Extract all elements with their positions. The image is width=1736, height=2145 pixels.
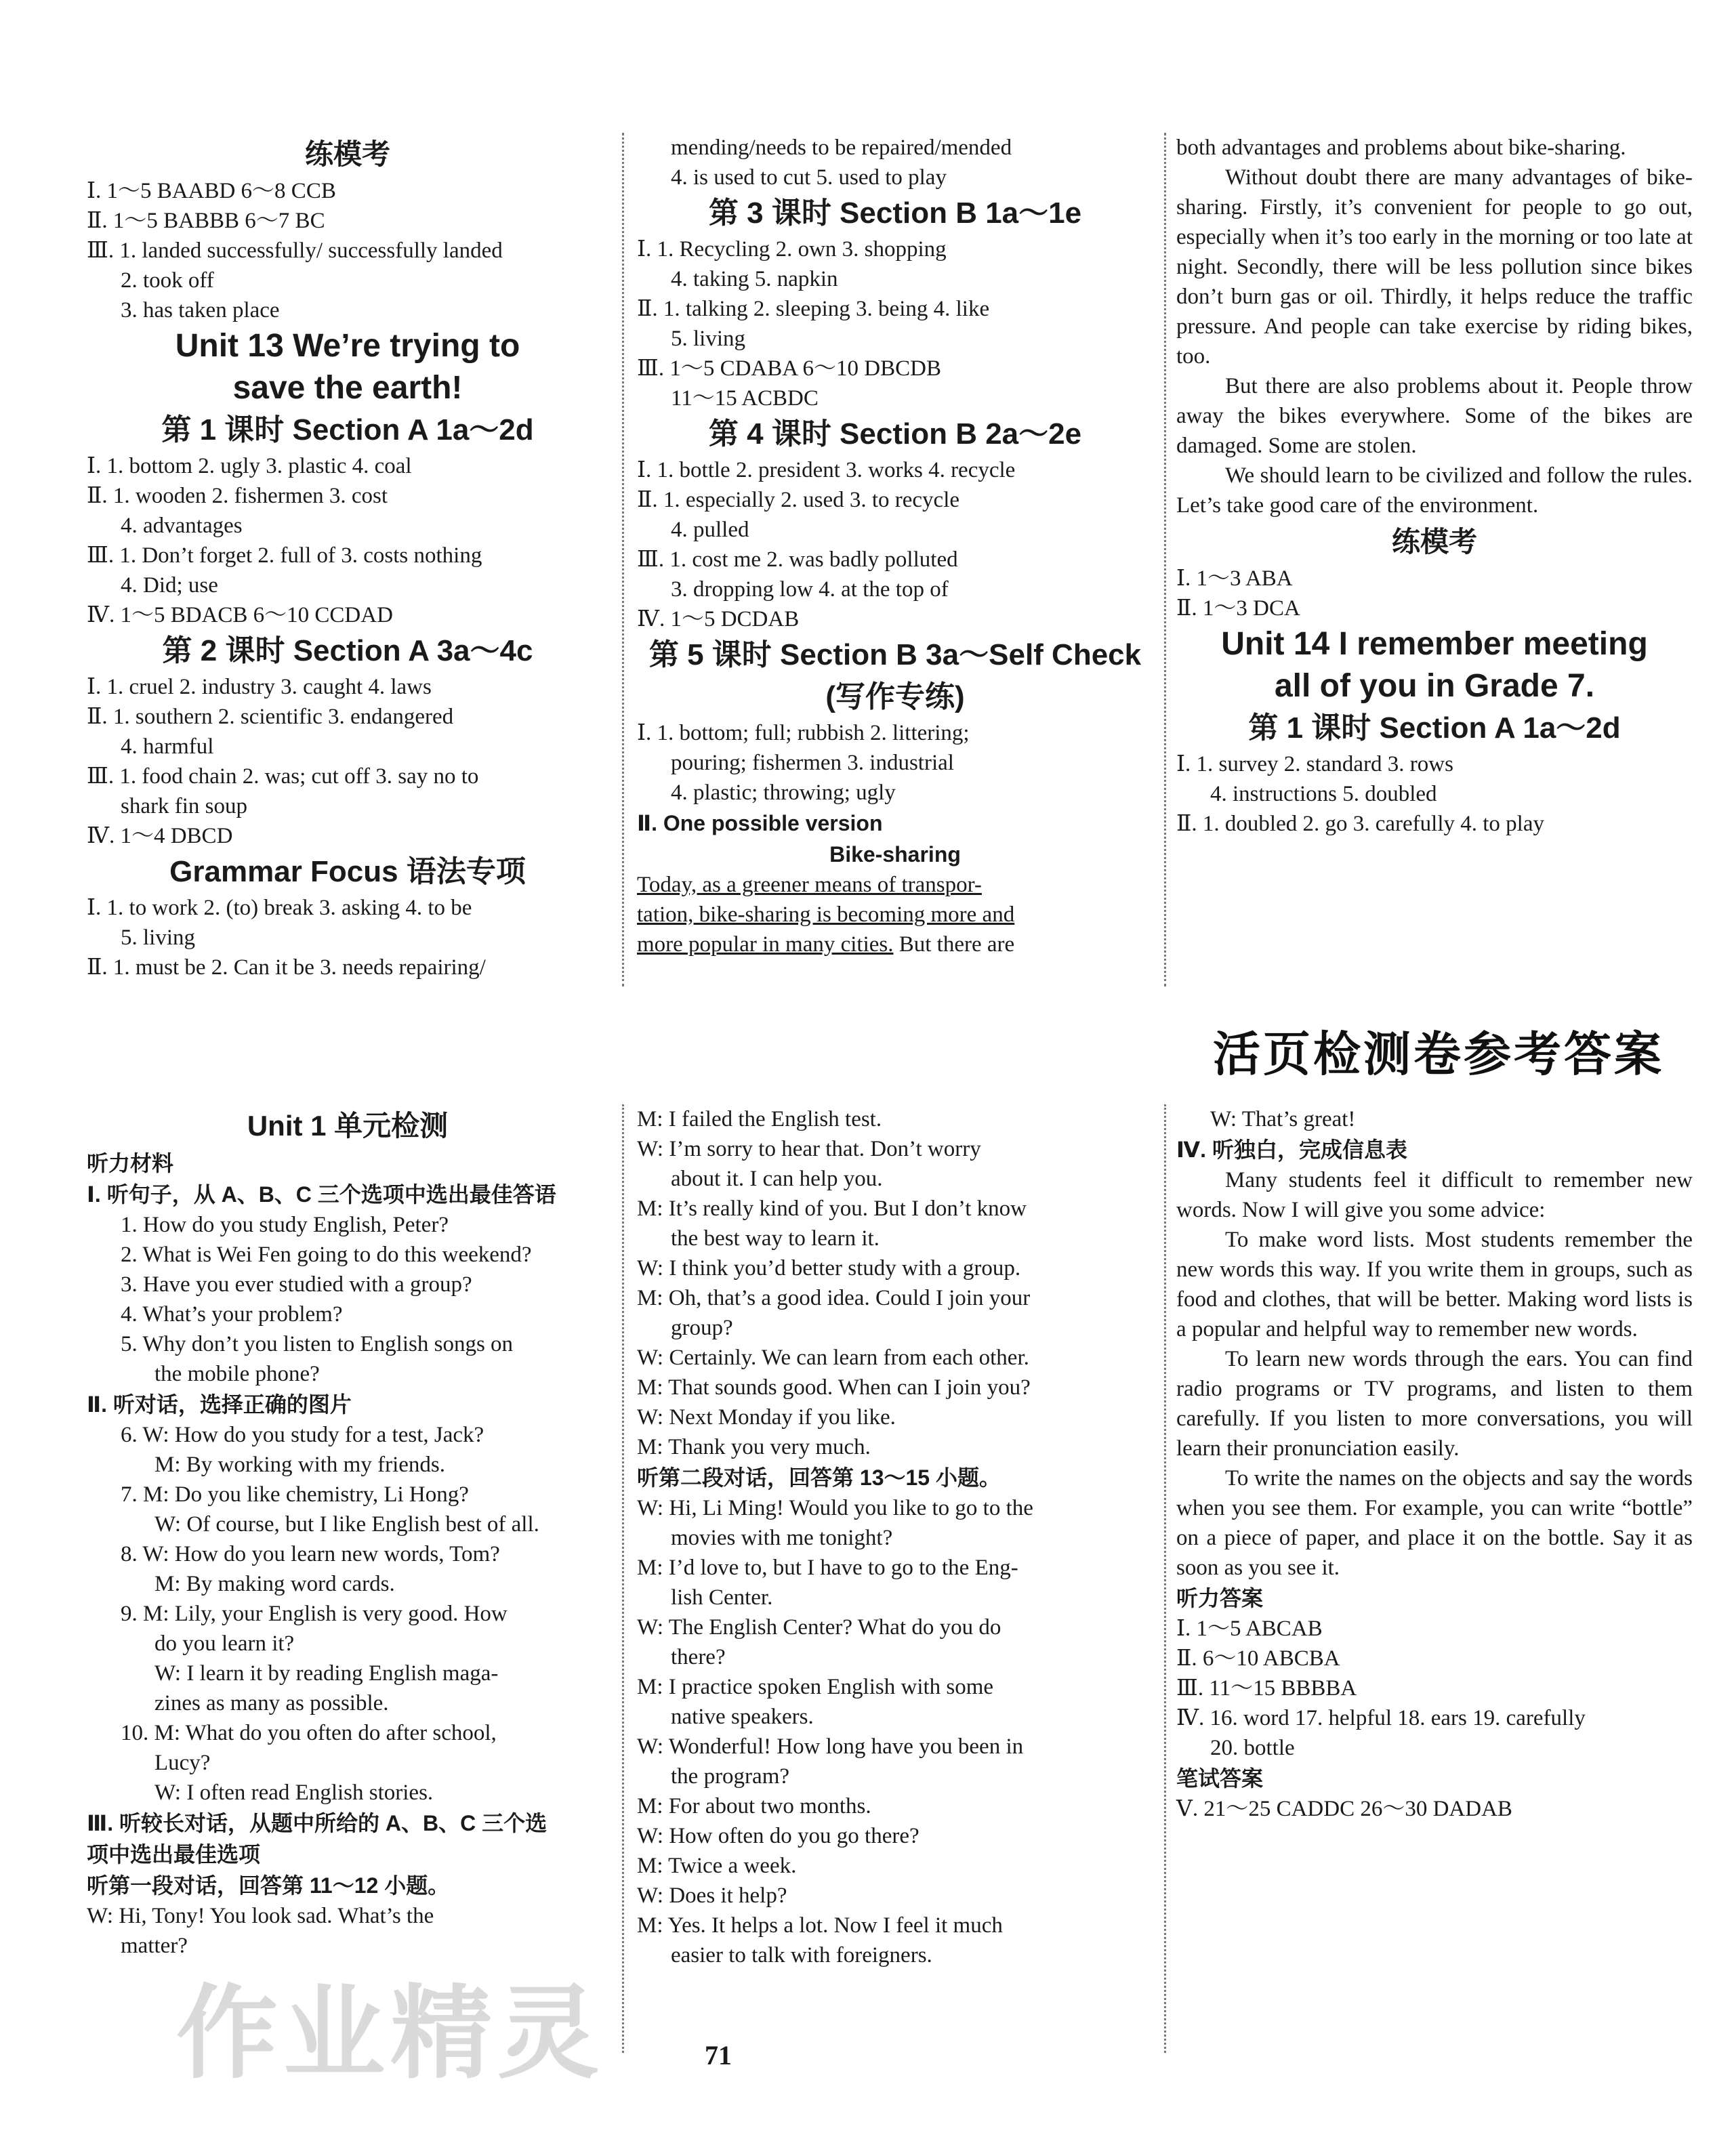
paragraph: To learn new words through the ears. You can find radio programs or TV programs, and listen to them carefully. If you listen to more conversations, you will learn their pronunciation easily. — [1176, 1347, 1693, 1461]
answer-line: M: By working with my friends. — [154, 1453, 445, 1477]
answer-line: Ⅰ. 1. survey 2. standard 3. rows — [1176, 752, 1453, 776]
answer-line: M: Thank you very much. — [637, 1435, 871, 1459]
answer-line: W: Certainly. We can learn from each other. — [637, 1346, 1029, 1370]
lesson-heading: 第 2 课时 Section A 3a～4c — [162, 634, 533, 667]
answer-line: 11～15 ACBDC — [671, 386, 819, 411]
answer-line: Ⅳ. 1～5 DCDAB — [637, 607, 800, 631]
answer-line: 20. bottle — [1210, 1736, 1295, 1760]
paragraph: But there are also problems about it. People throw away the bikes everywhere. Some of the bikes are damaged. Some are stolen. — [1176, 374, 1693, 458]
answer-line: W: Wonderful! How long have you been in — [637, 1734, 1024, 1759]
plain-text: But there are — [893, 932, 1015, 957]
answer-line: the best way to learn it. — [671, 1226, 880, 1251]
answer-line: Ⅰ. 1～5 ABCAB — [1176, 1617, 1323, 1641]
subheading: 听第二段对话，回答第 13～15 小题。 — [637, 1465, 1001, 1490]
paragraph: To write the names on the objects and say the words when you see them. For example, you can write “bottle” on a piece of paper, and place it on the bottle. Say it as soon as you see it. — [1176, 1466, 1693, 1580]
answer-line: Lucy? — [154, 1751, 211, 1775]
subheading: 项中选出最佳选项 — [87, 1842, 261, 1867]
answer-line: W: That’s great! — [1210, 1107, 1356, 1131]
answer-line: easier to talk with foreigners. — [671, 1943, 932, 1967]
answer-line: W: The English Center? What do you do — [637, 1615, 1001, 1640]
subheading: Ⅰ. 听句子，从 A、B、C 三个选项中选出最佳答语 — [87, 1182, 556, 1207]
answer-line: 4. instructions 5. doubled — [1210, 782, 1437, 806]
answer-line: Ⅲ. 1. Don’t forget 2. full of 3. costs nothing — [87, 543, 482, 568]
unit-heading: Unit 13 We’re trying to — [175, 328, 520, 364]
answer-line: lish Center. — [671, 1585, 773, 1610]
bottom-column-1 — [87, 1104, 608, 1961]
subheading: Ⅲ. 听较长对话，从题中所给的 A、B、C 三个选 — [87, 1811, 547, 1835]
answer-line: Ⅰ. 1. to work 2. (to) break 3. asking 4. to be — [87, 896, 472, 920]
answer-line: Ⅱ. 1～3 DCA — [1176, 596, 1300, 621]
lesson-heading: 第 5 课时 Section B 3a～Self Check — [648, 638, 1142, 671]
subheading: 听力材料 — [87, 1151, 174, 1175]
paragraph: We should learn to be civilized and follow the rules. Let’s take good care of the environment. — [1176, 463, 1693, 518]
subheading: 听力答案 — [1176, 1586, 1264, 1610]
answer-line: 4. pulled — [671, 518, 749, 542]
answer-line: about it. I can help you. — [671, 1167, 883, 1191]
page-number: 71 — [705, 2040, 732, 2070]
answer-line: M: I practice spoken English with some — [637, 1675, 994, 1699]
answer-line: there? — [671, 1645, 726, 1669]
answer-line: M: It’s really kind of you. But I don’t know — [637, 1196, 1027, 1221]
answer-line: Ⅱ. 1. must be 2. Can it be 3. needs repairing/ — [87, 955, 486, 980]
unit-heading: save the earth! — [232, 370, 463, 406]
section-heading: 练模考 — [1391, 526, 1477, 558]
unit-heading: Unit 14 I remember meeting — [1221, 626, 1648, 662]
essay-line: tation, bike-sharing is becoming more and — [637, 902, 1015, 927]
answer-line: Ⅱ. 1～5 BABBB 6～7 BC — [87, 209, 325, 233]
answer-line: M: Oh, that’s a good idea. Could I join your — [637, 1286, 1031, 1310]
answer-line: W: Of course, but I like English best of all. — [154, 1512, 539, 1537]
answer-line: W: Hi, Tony! You look sad. What’s the — [87, 1904, 434, 1928]
answer-line: Ⅲ. 1. food chain 2. was; cut off 3. say no to — [87, 764, 479, 789]
answer-line: 7. M: Do you like chemistry, Li Hong? — [121, 1482, 469, 1507]
answer-line: 6. W: How do you study for a test, Jack? — [121, 1423, 484, 1447]
answer-line: Ⅱ. 1. especially 2. used 3. to recycle — [637, 488, 960, 512]
answer-line: pouring; fishermen 3. industrial — [671, 751, 954, 775]
column-divider — [622, 1104, 624, 2053]
answer-line: Ⅲ. 1～5 CDABA 6～10 DBCDB — [637, 356, 941, 381]
section-heading: Unit 1 单元检测 — [247, 1110, 449, 1142]
answer-line: Ⅱ. 1. southern 2. scientific 3. endangered — [87, 705, 454, 729]
answer-line: 5. living — [121, 925, 196, 950]
answer-line: 9. M: Lily, your English is very good. How — [121, 1602, 508, 1626]
bottom-column-3 — [1176, 1104, 1693, 1824]
answer-line: M: For about two months. — [637, 1794, 871, 1818]
answer-line: Ⅱ. 6～10 ABCBA — [1176, 1646, 1340, 1671]
top-column-3 — [1176, 133, 1693, 839]
paragraph: Without doubt there are many advantages of bike-sharing. Firstly, it’s convenient for people to go out, especially when it’s too early in the morning or too late at night. Secondly, there will be less pollution since bikes don’t burn gas or oil. Thirdly, it helps reduce the traffic pressure. And people can take exercise by riding bikes, too. — [1176, 165, 1693, 369]
answer-line: 5. living — [671, 327, 746, 351]
answer-line: W: How often do you go there? — [637, 1824, 919, 1848]
answer-line: Ⅰ. 1. bottom; full; rubbish 2. littering; — [637, 721, 970, 745]
answer-line: Ⅰ. 1～5 BAABD 6～8 CCB — [87, 179, 336, 203]
lesson-heading: 第 1 课时 Section A 1a～2d — [161, 413, 534, 446]
section-heading: 练模考 — [304, 138, 390, 170]
answer-line: W: I think you’d better study with a group. — [637, 1256, 1021, 1280]
answer-line: 2. What is Wei Fen going to do this weekend? — [121, 1243, 532, 1267]
answer-line: M: By making word cards. — [154, 1572, 395, 1596]
essay-line: Today, as a greener means of transpor- — [637, 873, 982, 897]
answer-line: 4. taking 5. napkin — [671, 267, 838, 291]
top-column-2 — [637, 133, 1153, 959]
answer-line: 4. What’s your problem? — [121, 1302, 343, 1327]
answer-line: the mobile phone? — [154, 1362, 320, 1386]
answer-line: W: I’m sorry to hear that. Don’t worry — [637, 1137, 981, 1161]
answer-line: Ⅲ. 1. landed successfully/ successfully landed — [87, 238, 503, 263]
subheading: Ⅱ. 听对话，选择正确的图片 — [87, 1392, 352, 1417]
top-column-1 — [87, 133, 608, 982]
subheading: Ⅳ. 听独白，完成信息表 — [1176, 1138, 1407, 1162]
answer-line: 2. took off — [121, 268, 214, 293]
answer-line: W: Does it help? — [637, 1883, 787, 1908]
answer-line: movies with me tonight? — [671, 1526, 893, 1550]
subheading: Ⅱ. One possible version — [637, 811, 883, 835]
answer-line: Ⅰ. 1. bottom 2. ugly 3. plastic 4. coal — [87, 454, 412, 478]
answer-line: 3. has taken place — [121, 298, 280, 322]
answer-line: zines as many as possible. — [154, 1691, 389, 1715]
answer-line: W: I learn it by reading English maga- — [154, 1661, 499, 1686]
column-divider — [1164, 1104, 1166, 2053]
answer-line: 4. harmful — [121, 734, 214, 759]
answer-line: Ⅰ. 1. Recycling 2. own 3. shopping — [637, 237, 947, 262]
answer-line: Ⅰ. 1～3 ABA — [1176, 566, 1293, 591]
answer-line: 8. W: How do you learn new words, Tom? — [121, 1542, 500, 1566]
answer-line: 4. Did; use — [121, 573, 218, 598]
answer-line: 3. dropping low 4. at the top of — [671, 577, 949, 602]
lesson-heading: Grammar Focus 语法专项 — [169, 855, 526, 888]
watermark: 作业精灵 — [176, 1975, 605, 2093]
answer-line: M: I’d love to, but I have to go to the Eng- — [637, 1556, 1018, 1580]
lesson-heading: (写作专练) — [825, 680, 965, 713]
lesson-heading: 第 1 课时 Section A 1a～2d — [1248, 711, 1621, 745]
bottom-column-2 — [637, 1104, 1153, 1970]
answer-line: 10. M: What do you often do after school, — [121, 1721, 497, 1745]
answer-line: Ⅲ. 11～15 BBBBA — [1176, 1676, 1357, 1701]
answer-line: the program? — [671, 1764, 790, 1789]
answer-line: native speakers. — [671, 1705, 814, 1729]
paragraph: Many students feel it difficult to remember new words. Now I will give you some advice: — [1176, 1168, 1693, 1222]
answer-line: Ⅰ. 1. cruel 2. industry 3. caught 4. laws — [87, 675, 432, 699]
answer-line: group? — [671, 1316, 733, 1340]
paragraph: both advantages and problems about bike-sharing. — [1176, 136, 1626, 160]
answer-line: W: I often read English stories. — [154, 1780, 434, 1805]
subheading: 笔试答案 — [1176, 1766, 1264, 1791]
answer-line: W: Hi, Li Ming! Would you like to go to the — [637, 1496, 1033, 1520]
answer-line: shark fin soup — [121, 794, 247, 818]
answer-line: 4. is used to cut 5. used to play — [671, 165, 947, 190]
answer-line: do you learn it? — [154, 1631, 295, 1656]
lesson-heading: 第 4 课时 Section B 2a～2e — [708, 417, 1082, 451]
answer-line: 4. advantages — [121, 514, 243, 538]
lesson-heading: 第 3 课时 Section B 1a～1e — [708, 196, 1082, 230]
answer-line: matter? — [121, 1934, 188, 1958]
answer-line: Ⅱ. 1. doubled 2. go 3. carefully 4. to play — [1176, 812, 1544, 836]
answer-line: M: I failed the English test. — [637, 1107, 882, 1131]
answer-line: 1. How do you study English, Peter? — [121, 1213, 449, 1237]
answer-line: 5. Why don’t you listen to English songs on — [121, 1332, 514, 1356]
answer-line: Ⅰ. 1. bottle 2. president 3. works 4. recycle — [637, 458, 1016, 482]
answer-line: Ⅴ. 21～25 CADDC 26～30 DADAB — [1176, 1797, 1512, 1821]
subheading: 听第一段对话，回答第 11～12 小题。 — [87, 1873, 450, 1898]
answer-line: M: Twice a week. — [637, 1854, 797, 1878]
unit-heading: all of you in Grade 7. — [1274, 668, 1595, 704]
answer-line: W: Next Monday if you like. — [637, 1405, 896, 1430]
section-title: 活页检测卷参考答案 — [1213, 1026, 1664, 1082]
answer-line: Ⅱ. 1. talking 2. sleeping 3. being 4. like — [637, 297, 990, 321]
underlined-text: more popular in many cities. — [637, 932, 894, 957]
paragraph: To make word lists. Most students remember the new words this way. If you write them in groups, such as food and clothes, that will be better. Making word lists is a popular and helpful way to remember new words. — [1176, 1228, 1693, 1341]
essay-line — [637, 930, 1153, 959]
answer-line: 3. Have you ever studied with a group? — [121, 1272, 472, 1297]
answer-line: Ⅱ. 1. wooden 2. fishermen 3. cost — [87, 484, 388, 508]
column-divider — [622, 133, 624, 986]
essay-title: Bike-sharing — [829, 842, 961, 867]
column-divider — [1164, 133, 1166, 986]
answer-line: M: That sounds good. When can I join you? — [637, 1375, 1031, 1400]
answer-line: Ⅳ. 1～5 BDACB 6～10 CCDAD — [87, 603, 393, 627]
answer-line: Ⅳ. 1～4 DBCD — [87, 824, 233, 848]
answer-line: M: Yes. It helps a lot. Now I feel it much — [637, 1913, 1003, 1938]
answer-line: Ⅳ. 16. word 17. helpful 18. ears 19. carefully — [1176, 1706, 1586, 1730]
answer-line: mending/needs to be repaired/mended — [671, 136, 1012, 160]
answer-line: Ⅲ. 1. cost me 2. was badly polluted — [637, 547, 958, 572]
answer-line: 4. plastic; throwing; ugly — [671, 780, 896, 805]
